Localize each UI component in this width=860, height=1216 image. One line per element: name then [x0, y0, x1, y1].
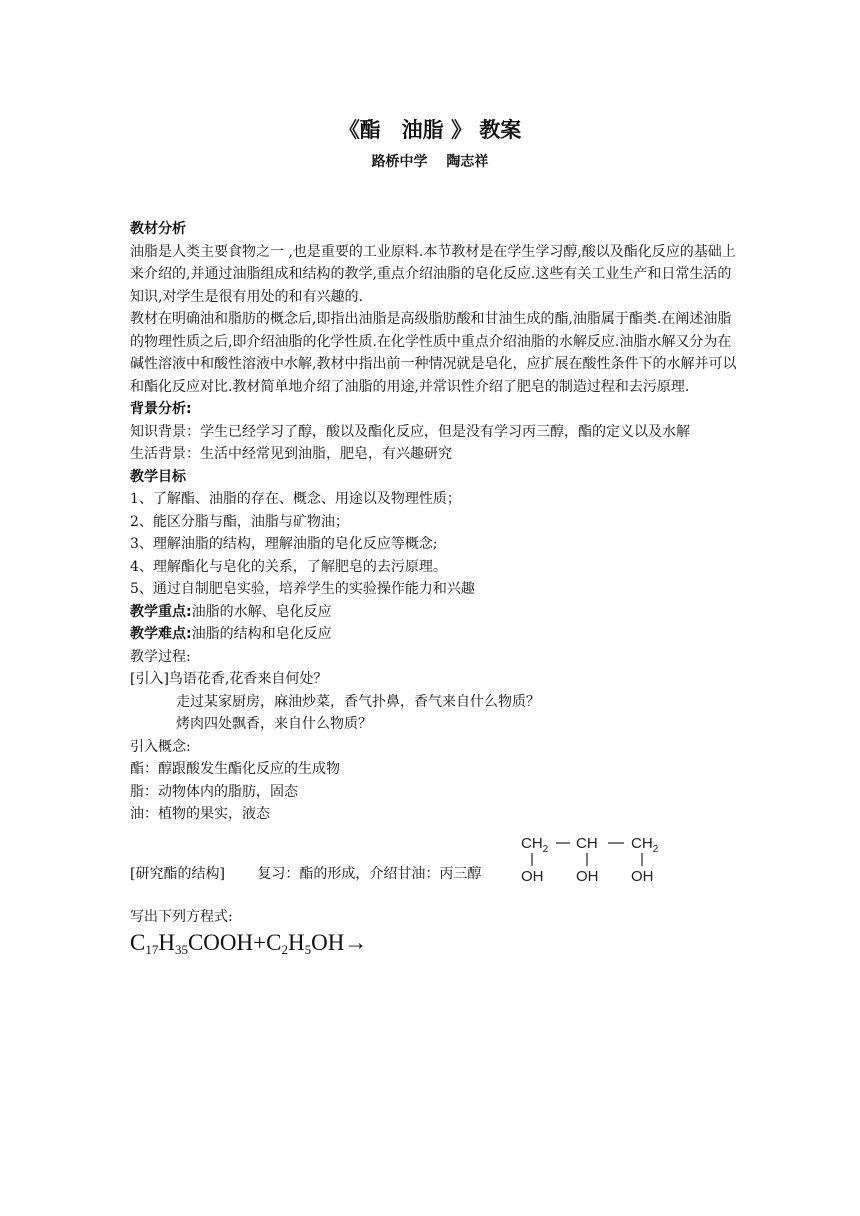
structure-hydroxyl-2: OH [576, 867, 599, 884]
difficulty-text: 油脂的结构和皂化反应 [191, 626, 332, 642]
difficulty-line [130, 623, 738, 646]
structure-carbon-3: $CH_2$ [631, 834, 659, 855]
structure-hydroxyl-1: OH [521, 867, 544, 884]
intro-question-1: 走过某家厨房，麻油炒菜，香气扑鼻，香气来自什么物质？ [176, 693, 540, 710]
background-life: 生活背景：生活中经常见到油脂，肥皂，有兴趣研究 [130, 446, 452, 462]
structure-carbon-2: CH [576, 834, 598, 852]
document-title: 《酯 油脂 》 教案 [338, 118, 522, 142]
lesson-plan-body [130, 218, 738, 958]
difficulty-label: 教学难点: [130, 626, 192, 642]
textbook-paragraph-2: 教材在明确油和脂肪的概念后,即指出油脂是高级脂肪酸和甘油生成的酯,油脂属于酯类.在阐述油脂的物理性质之后,即介绍油脂的化学性质.在化学性质中重点介绍油脂的水解反应.油脂水解又分为在碱性溶液中和酸性溶液中水解,教材中指出前一种情况就是皂化，应扩展在酸性条件下的水解并可以和酯化反应对比.教材简单地介绍了油脂的用途,并常识性介绍了肥皂的制造过程和去污原理. [130, 311, 737, 395]
structure-hydroxyl-3: OH [631, 867, 654, 884]
goal-item-1: 1、了解酯、油脂的存在、概念、用途以及物理性质； [130, 491, 461, 507]
glycerol-structure-diagram [518, 826, 668, 884]
textbook-paragraph-1: 油脂是人类主要食物之一 ,也是重要的工业原料.本节教材是在学生学习醇,酸以及酯化反应的基础上来介绍的,并通过油脂组成和结构的教学,重点介绍油脂的皂化反应.这些有关工业生产和日常生活的知识,对学生是很有用处的和有兴趣的. [130, 243, 736, 305]
goal-item-2: 2、能区分脂与酯，油脂与矿物油； [130, 513, 349, 530]
intro-line: [引入]鸟语花香,花香来自何处？ [130, 671, 328, 687]
structure-carbon-1: $CH_2$ [521, 834, 549, 855]
author-byline: 路桥中学 陶志祥 [371, 154, 489, 170]
glycerol-structure-row [130, 826, 738, 884]
key-point-text: 油脂的水解、皂化反应 [191, 603, 332, 620]
section-heading-goals: 教学目标 [130, 468, 186, 485]
concept-oil: 油：植物的果实，液态 [130, 806, 270, 822]
concept-fat: 脂：动物体内的脂肪，固态 [130, 783, 298, 800]
intro-question-2: 烤肉四处飘香，来自什么物质？ [176, 716, 372, 732]
goal-item-4: 4、理解酯化与皂化的关系，了解肥皂的去污原理。 [130, 558, 447, 575]
reaction-arrow: → [344, 930, 368, 955]
goal-item-3: 3、理解油脂的结构，理解油脂的皂化反应等概念; [130, 536, 438, 552]
section-heading-background: 背景分析: [130, 401, 192, 417]
key-point-label: 教学重点: [130, 603, 192, 620]
structure-label: [研究酯的结构] 复习：酯的形成，介绍甘油：丙三醇 [130, 865, 482, 882]
section-heading-textbook: 教材分析 [130, 221, 186, 237]
key-point-line [130, 601, 738, 624]
goal-item-5: 5、通过自制肥皂实验，培养学生的实验操作能力和兴趣 [130, 581, 475, 597]
background-knowledge: 知识背景：学生已经学习了醇，酸以及酯化反应，但是没有学习丙三醇，酯的定义以及水解 [130, 423, 690, 440]
equation-prompt: 写出下列方程式: [130, 908, 233, 925]
chemical-equation: $C_{17}H_{35}COOH+C_2H_5OH\to$ [130, 930, 368, 957]
concept-ester: 酯：醇跟酸发生酯化反应的生成物 [130, 761, 340, 777]
process-label: 教学过程: [130, 648, 191, 665]
concept-label: 引入概念: [130, 738, 191, 755]
